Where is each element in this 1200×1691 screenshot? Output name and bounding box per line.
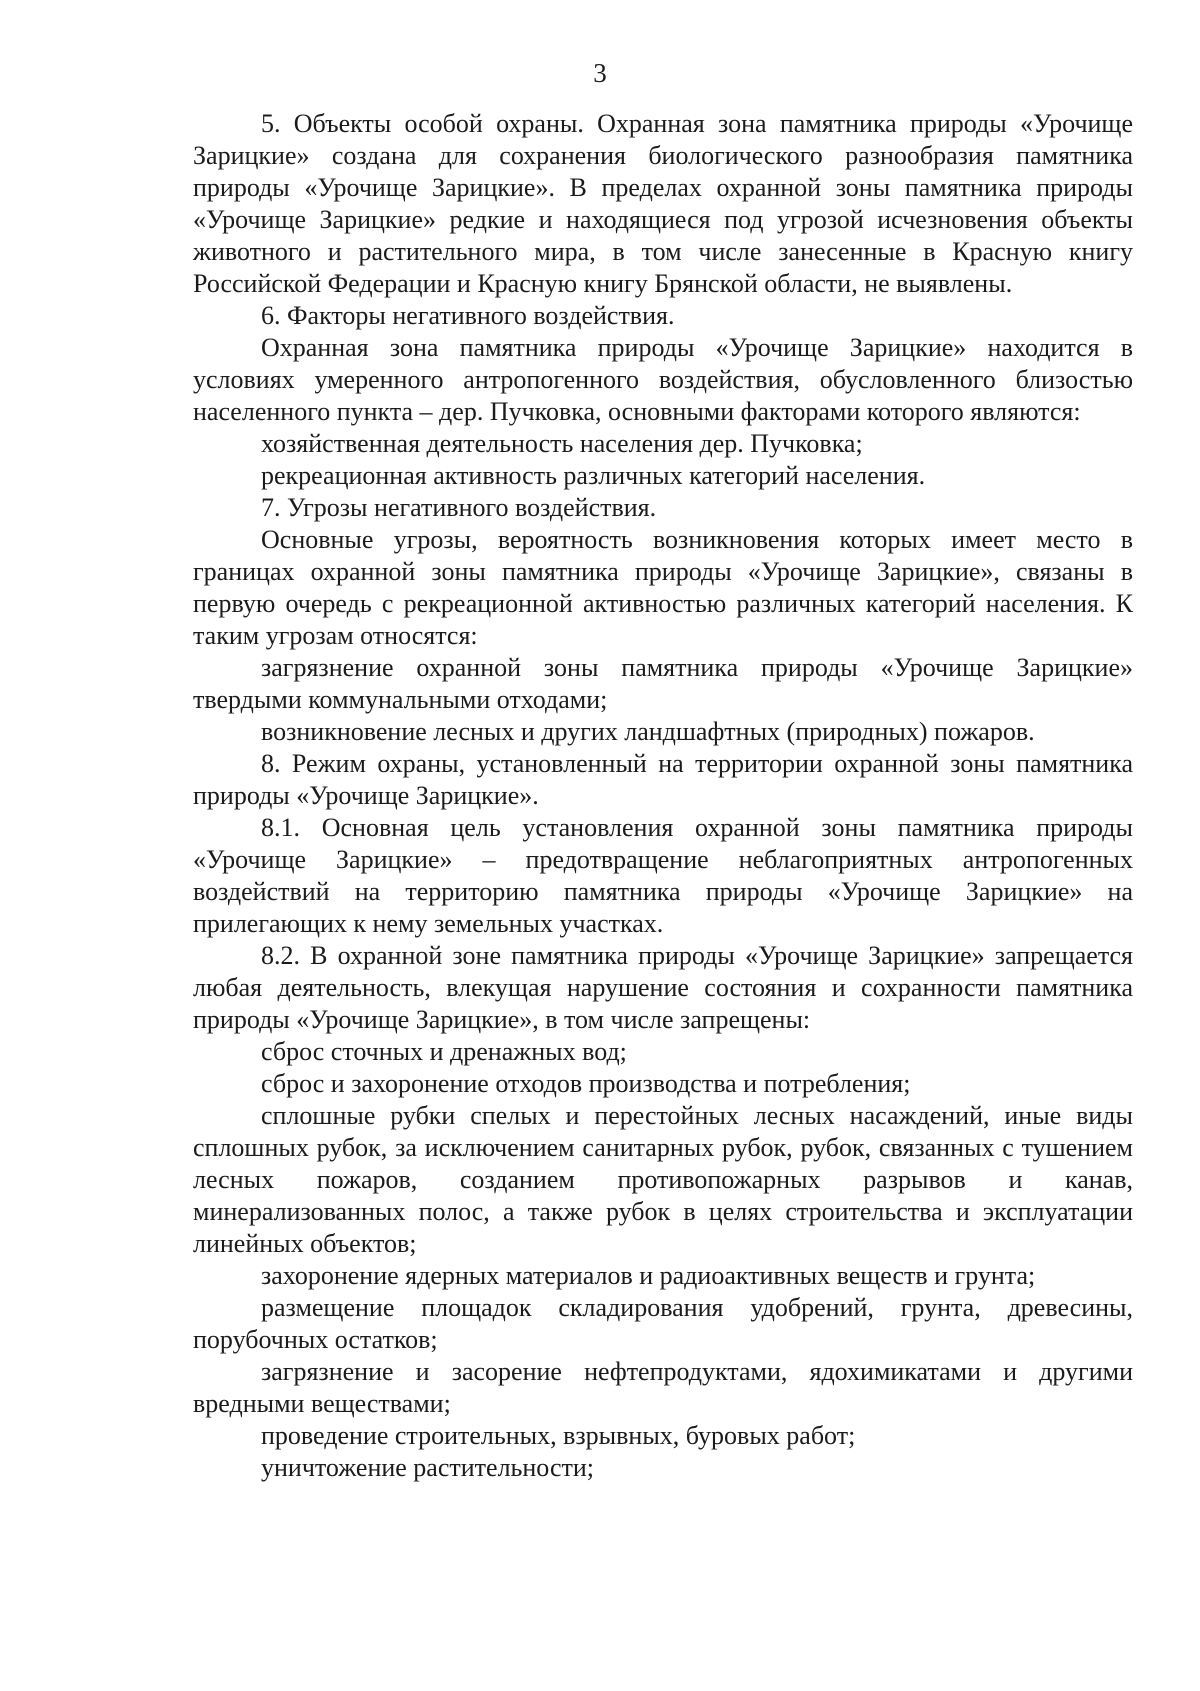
paragraph-special-protection-objects: 5. Объекты особой охраны. Охранная зона памятника природы «Урочище Зарицкие» создана для сохранения биологического разнообразия памятника природы «Урочище Зарицкие». В пределах охранной зоны памятника природы «Урочище Зарицкие» редкие и находящиеся под угрозой исчезновения объекты животного и растительного мира, в том числе занесенные в Красную книгу Российской Федерации и Красную книгу Брянской области, не выявлены.: [193, 109, 1133, 298]
list-item-clear-cutting: сплошные рубки спелых и перестойных лесных насаждений, иные виды сплошных рубок, за исключением санитарных рубок, рубок, связанных с тушением лесных пожаров, созданием противопожарных разрывов и канав, минерализованных полос, а также рубок в целях строительства и эксплуатации линейных объектов;: [193, 1101, 1133, 1258]
paragraph-threats-heading: 7. Угрозы негативного воздействия.: [261, 493, 657, 522]
list-item-nuclear-materials: захоронение ядерных материалов и радиоактивных веществ и грунта;: [261, 1261, 1036, 1290]
list-item-fires: возникновение лесных и других ландшафтных (природных) пожаров.: [261, 717, 1035, 746]
document-body: [193, 108, 1133, 1484]
list-item-wastewater-discharge: сброс сточных и дренажных вод;: [261, 1037, 627, 1066]
list-item-contamination: загрязнение и засорение нефтепродуктами, ядохимикатами и другими вредными веществами;: [193, 1357, 1133, 1418]
list-item-recreational-activity: рекреационная активность различных категорий населения.: [261, 461, 926, 490]
paragraph-anthropogenic-impact: Охранная зона памятника природы «Урочище Зарицкие» находится в условиях умеренного антропогенного воздействия, обусловленного близостью населенного пункта – дер. Пучковка, основными факторами которого являются:: [193, 333, 1133, 426]
list-item-storage-sites: размещение площадок складирования удобрений, грунта, древесины, порубочных остатков;: [193, 1293, 1133, 1354]
list-item-waste-burial: сброс и захоронение отходов производства и потребления;: [261, 1069, 911, 1098]
list-item-waste-pollution: загрязнение охранной зоны памятника природы «Урочище Зарицкие» твердыми коммунальными отходами;: [193, 653, 1133, 714]
paragraph-main-threats: Основные угрозы, вероятность возникновения которых имеет место в границах охранной зоны памятника природы «Урочище Зарицкие», связаны в первую очередь с рекреационной активностью различных категорий населения. К таким угрозам относятся:: [193, 525, 1133, 650]
list-item-construction-works: проведение строительных, взрывных, буровых работ;: [261, 1421, 856, 1450]
list-item-vegetation-destruction: уничтожение растительности;: [261, 1453, 594, 1482]
paragraph-negative-factors-heading: 6. Факторы негативного воздействия.: [261, 301, 675, 330]
page-number: 3: [593, 58, 607, 88]
paragraph-prohibited-activities: 8.2. В охранной зоне памятника природы «Урочище Зарицкие» запрещается любая деятельность, влекущая нарушение состояния и сохранности памятника природы «Урочище Зарицкие», в том числе запрещены:: [193, 941, 1133, 1034]
paragraph-protection-regime-heading: 8. Режим охраны, установленный на территории охранной зоны памятника природы «Урочище Зарицкие».: [193, 749, 1133, 810]
paragraph-main-goal: 8.1. Основная цель установления охранной зоны памятника природы «Урочище Зарицкие» – предотвращение неблагоприятных антропогенных воздействий на территорию памятника природы «Урочище Зарицкие» на прилегающих к нему земельных участках.: [193, 813, 1133, 938]
list-item-economic-activity: хозяйственная деятельность населения дер. Пучковка;: [261, 429, 863, 458]
